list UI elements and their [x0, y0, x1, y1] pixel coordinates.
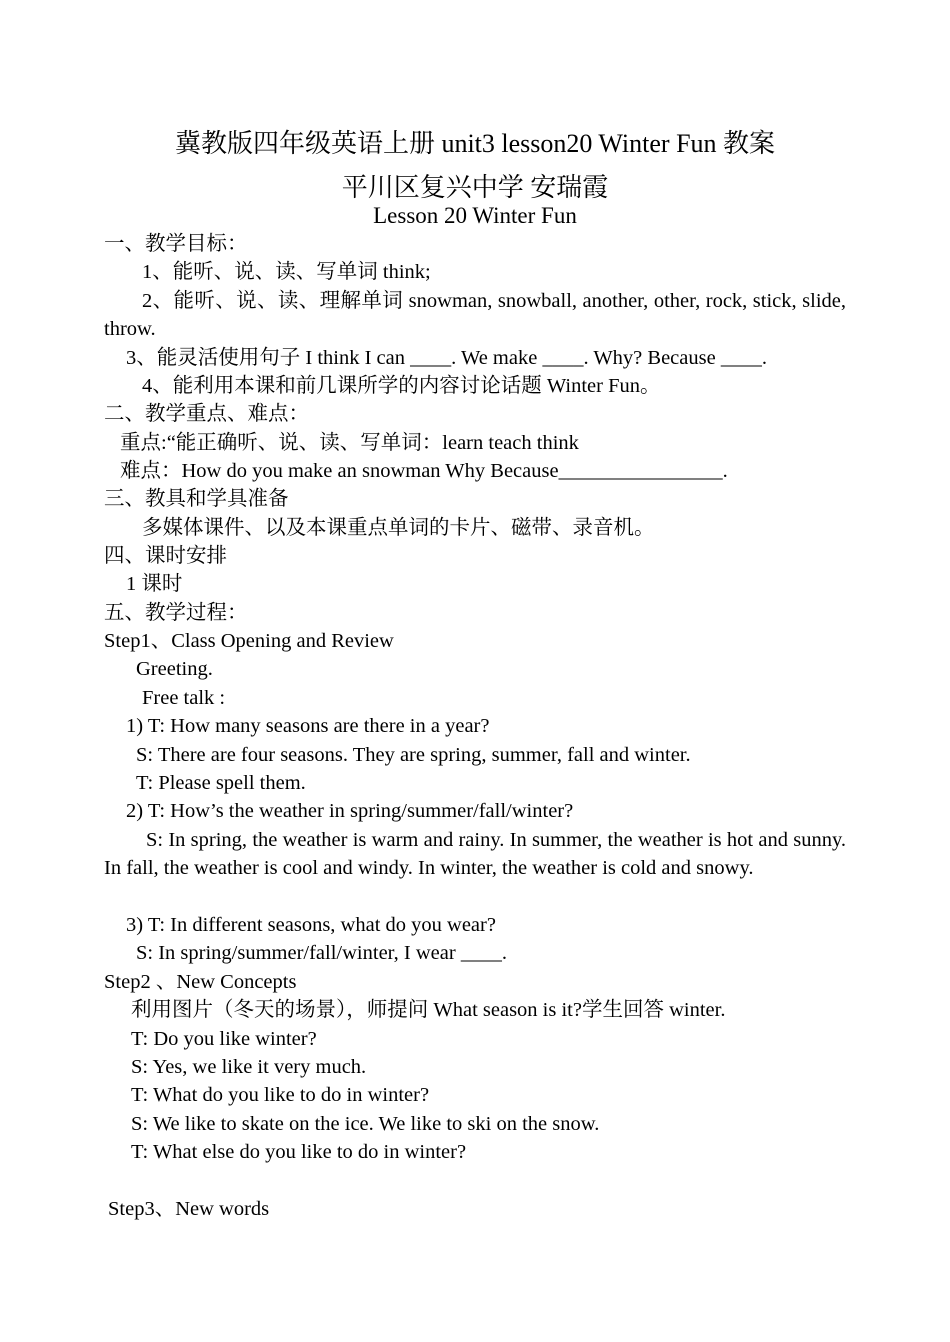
dialogue-line-5: T: What else do you like to do in winter? [131, 1141, 467, 1163]
free-talk-line: Free talk : [142, 687, 226, 709]
dialogue-line-2: S: Yes, we like it very much. [131, 1056, 367, 1078]
section-heading-key-points: 二、教学重点、难点： [104, 403, 309, 425]
question-3: 3) T: In different seasons, what do you wear? [126, 914, 496, 936]
materials-text: 多媒体课件、以及本课重点单词的卡片、磁带、录音机。 [142, 517, 655, 539]
section-heading-objectives: 一、教学目标： [104, 233, 248, 255]
section-heading-materials: 三、教具和学具准备 [104, 488, 289, 510]
answer-3: S: In spring/summer/fall/winter, I wear ____. [136, 942, 507, 964]
lesson-title: Lesson 20 Winter Fun [373, 203, 577, 228]
section-heading-procedure: 五、教学过程： [104, 602, 248, 624]
periods-text: 1 课时 [126, 573, 183, 595]
step2-intro: 利用图片（冬天的场景），师提问 What season is it?学生回答 winter. [131, 999, 726, 1021]
question-2: 2) T: How’s the weather in spring/summer/fall/winter? [126, 800, 574, 822]
question-1: 1) T: How many seasons are there in a year? [126, 715, 490, 737]
step1-heading: Step1、Class Opening and Review [104, 630, 394, 652]
section-heading-periods: 四、课时安排 [104, 545, 227, 567]
document-title: 冀教版四年级英语上册 unit3 lesson20 Winter Fun 教案 [174, 129, 776, 158]
key-point: 重点:“能正确听、说、读、写单词：learn teach think [120, 432, 579, 454]
dialogue-line-1: T: Do you like winter? [131, 1028, 317, 1050]
greeting-line: Greeting. [136, 658, 213, 680]
author-line: 平川区复兴中学 安瑞霞 [341, 173, 609, 202]
answer-1: S: There are four seasons. They are spring, summer, fall and winter. [136, 744, 691, 766]
objective-3: 3、能灵活使用句子 I think I can ____. We make ____. Why? Because ____. [126, 347, 767, 369]
answer-2: S: In spring, the weather is warm and rainy. In summer, the weather is hot and sunny. In fall, the weather is cool and windy. In winter, the weather is cold and snowy. [104, 829, 846, 879]
objective-2: 2、能听、说、读、理解单词 snowman, snowball, another, other, rock, stick, slide, throw. [104, 290, 846, 340]
objective-1: 1、能听、说、读、写单词 think; [142, 261, 431, 283]
dialogue-line-3: T: What do you like to do in winter? [131, 1084, 430, 1106]
objective-4: 4、能利用本课和前几课所学的内容讨论话题 Winter Fun。 [142, 375, 661, 397]
step2-heading: Step2 、New Concepts [104, 971, 297, 993]
answer-1b: T: Please spell them. [136, 772, 306, 794]
dialogue-line-4: S: We like to skate on the ice. We like to ski on the snow. [131, 1113, 600, 1135]
difficulty-point: 难点：How do you make an snowman Why Because________________. [120, 460, 728, 482]
step3-heading: Step3、New words [108, 1198, 270, 1220]
